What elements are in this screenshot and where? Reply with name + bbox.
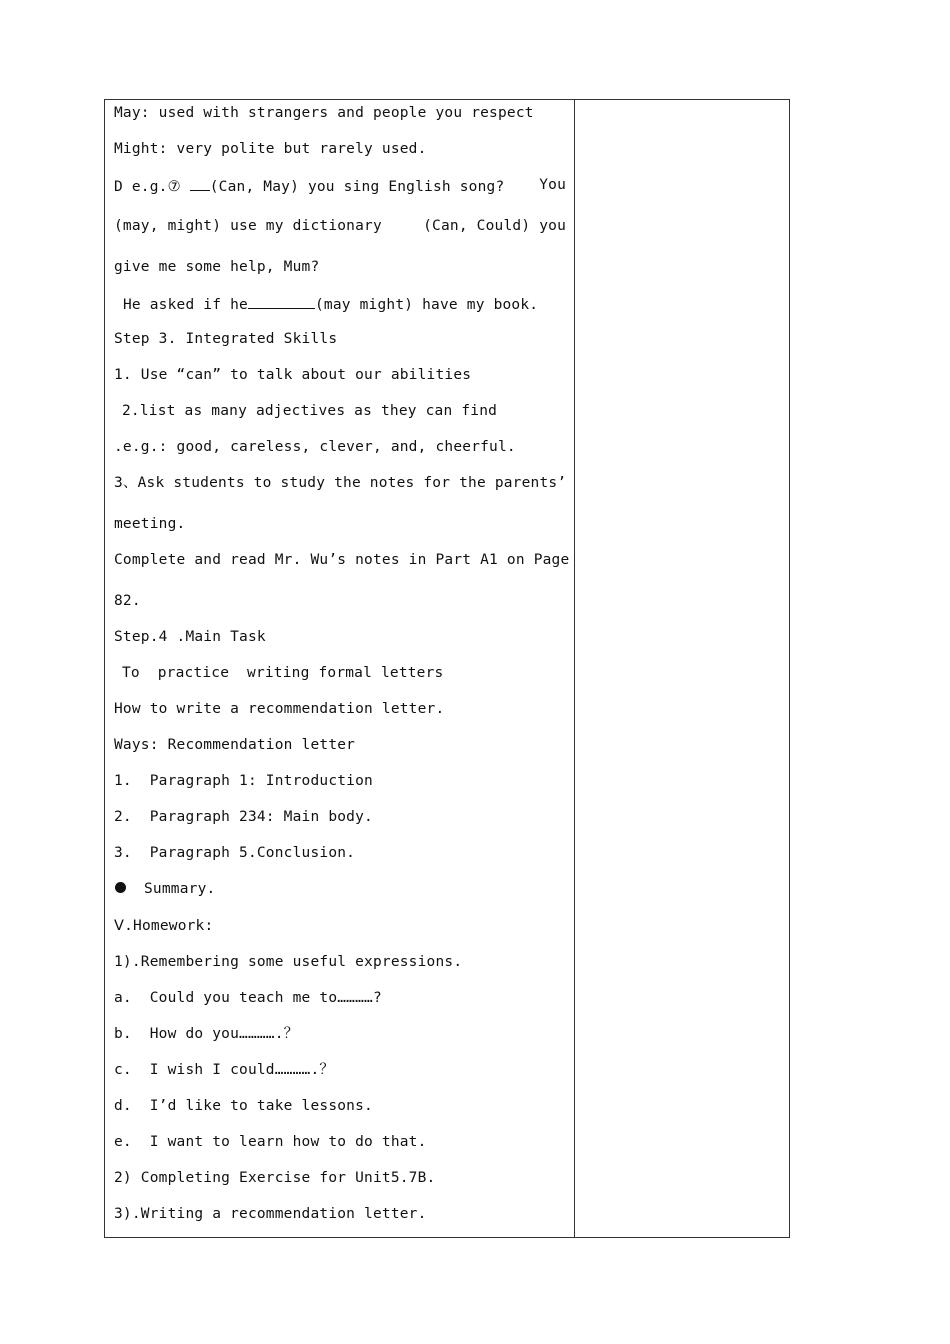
list-item: 1. Paragraph 1: Introduction bbox=[114, 773, 373, 789]
homework-heading: Ⅴ.Homework: bbox=[114, 918, 214, 934]
text-line: meeting. bbox=[114, 516, 186, 532]
fill-blank bbox=[248, 294, 315, 309]
text-line: Complete and read Mr. Wu’s notes in Part A1 on Page bbox=[114, 552, 570, 568]
list-item: d. I’d like to take lessons. bbox=[114, 1098, 373, 1114]
example-part: (may, might) use my dictionary bbox=[114, 218, 382, 234]
summary-label: Summary. bbox=[144, 881, 216, 897]
example-label: D e.g.⑦ bbox=[114, 179, 181, 195]
fill-blank bbox=[190, 176, 210, 191]
text-line: 1).Remembering some useful expressions. bbox=[114, 954, 463, 970]
text-line: How to write a recommendation letter. bbox=[114, 701, 445, 717]
list-item: c. I wish I could………….？ bbox=[114, 1062, 335, 1078]
text-line: 2.list as many adjectives as they can find bbox=[122, 403, 498, 419]
example-next-word: You bbox=[539, 177, 566, 193]
text-line: .e.g.: good, careless, clever, and, cheerful. bbox=[114, 439, 516, 455]
example-line-9 bbox=[114, 294, 566, 314]
text-line: give me some help, Mum? bbox=[114, 259, 320, 275]
text-line: 1. Use “can” to talk about our abilities bbox=[114, 367, 472, 383]
example-part: He asked if he bbox=[122, 297, 248, 313]
text-line: May: used with strangers and people you respect bbox=[114, 105, 534, 121]
list-item: 2. Paragraph 234: Main body. bbox=[114, 809, 373, 825]
text-line: Ways: Recommendation letter bbox=[114, 737, 356, 753]
example-part: you bbox=[539, 218, 566, 234]
list-item: a. Could you teach me to…………? bbox=[114, 990, 382, 1006]
text-line: 3).Writing a recommendation letter. bbox=[114, 1206, 427, 1222]
list-item: e. I want to learn how to do that. bbox=[114, 1134, 427, 1150]
example-line-7 bbox=[114, 176, 566, 196]
list-item: 3. Paragraph 5.Conclusion. bbox=[114, 845, 356, 861]
step-3-heading: Step 3. Integrated Skills bbox=[114, 331, 338, 347]
notes-cell bbox=[575, 100, 790, 1238]
lesson-plan-table bbox=[104, 99, 790, 1238]
summary-line bbox=[114, 880, 566, 898]
text-line: 2) Completing Exercise for Unit5.7B. bbox=[114, 1170, 436, 1186]
example-line-8 bbox=[114, 217, 566, 235]
example-question: (Can, May) you sing English song? bbox=[209, 179, 505, 195]
example-part: (Can, Could) bbox=[423, 218, 531, 234]
bullet-icon bbox=[115, 882, 126, 893]
step-4-heading: Step.4 .Main Task bbox=[114, 629, 266, 645]
example-part: (may might) have my book. bbox=[314, 297, 539, 313]
text-line: 3、Ask students to study the notes for the parents’ bbox=[114, 475, 567, 491]
text-line: Might: very polite but rarely used. bbox=[114, 141, 427, 157]
list-item: b. How do you………….？ bbox=[114, 1026, 299, 1042]
text-line: To practice writing formal letters bbox=[122, 665, 444, 681]
text-line: 82. bbox=[114, 593, 141, 609]
content-cell bbox=[105, 100, 575, 1238]
